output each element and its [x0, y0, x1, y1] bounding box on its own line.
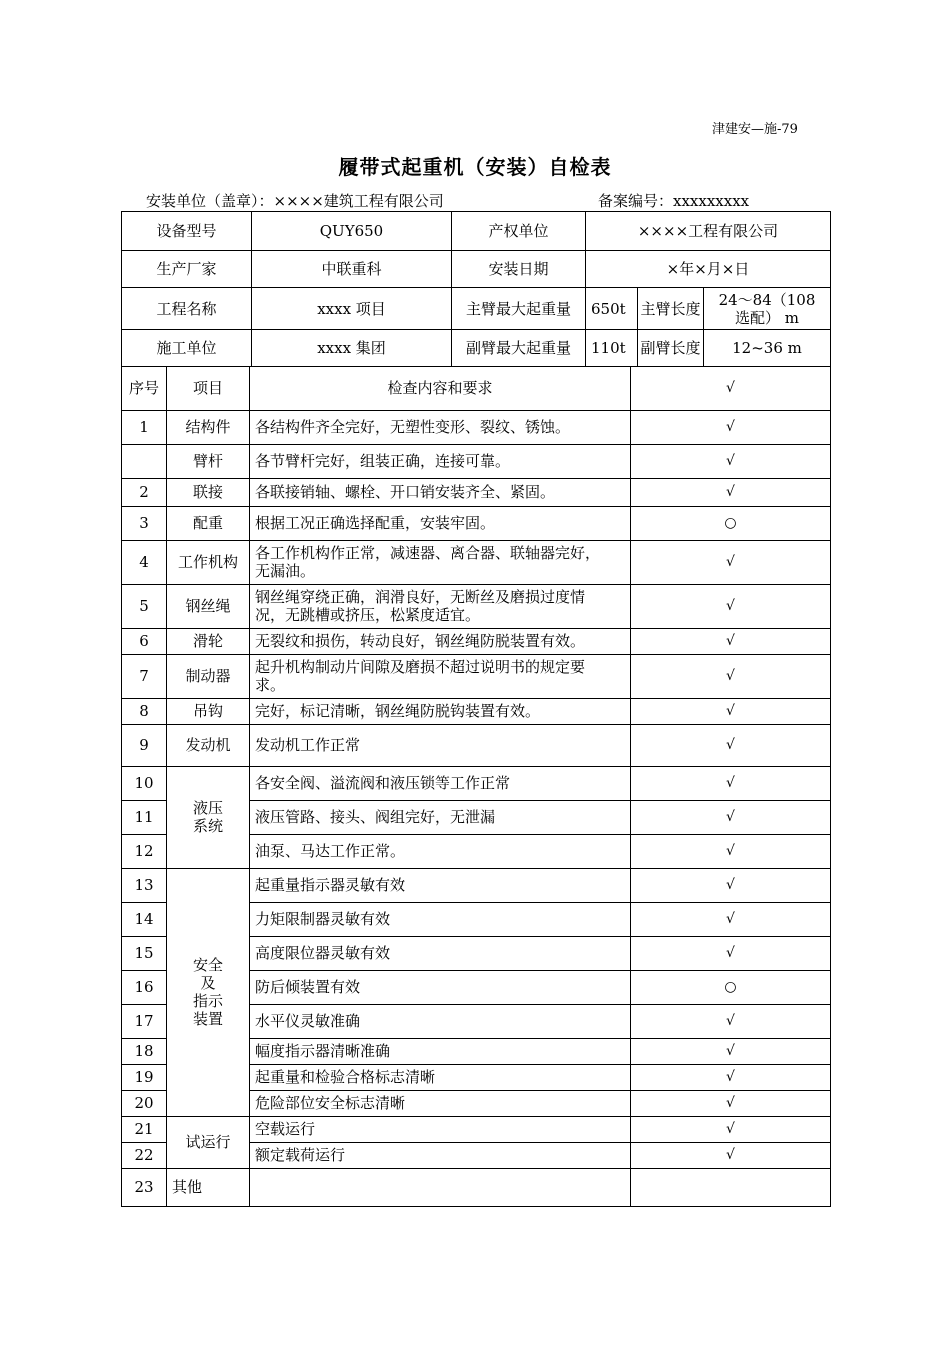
table-row — [122, 584, 831, 628]
row-result: √ — [631, 936, 831, 970]
row-content: 水平仪灵敏准确 — [250, 1004, 631, 1038]
row-content-line-1: 起升机构制动片间隙及磨损不超过说明书的规定要 — [255, 658, 586, 676]
row-content: 根据工况正确选择配重，安装牢固。 — [250, 506, 631, 540]
row-content: 防后倾装置有效 — [250, 970, 631, 1004]
group-safety-line-3: 指示 — [192, 992, 223, 1010]
filing-number: 备案编号：xxxxxxxxx — [598, 192, 750, 210]
row-result: √ — [631, 410, 831, 444]
table-row — [122, 444, 831, 478]
row-item: 配重 — [167, 506, 250, 540]
row-content: 高度限位器灵敏有效 — [250, 936, 631, 970]
group-hydraulic-line-1: 液压 — [192, 799, 223, 817]
row-result: ○ — [631, 506, 831, 540]
inspection-checklist-table — [121, 366, 831, 1207]
row-content-line-2: 求。 — [255, 676, 286, 694]
install-date-label: 安装日期 — [452, 251, 586, 288]
group-safety — [167, 868, 250, 1116]
row-no: 10 — [122, 766, 167, 800]
row-no: 12 — [122, 834, 167, 868]
row-result: √ — [631, 868, 831, 902]
row-result: √ — [631, 834, 831, 868]
row-content: 完好，标记清晰，钢丝绳防脱钩装置有效。 — [250, 698, 631, 724]
row-content: 各联接销轴、螺栓、开口销安装齐全、紧固。 — [250, 478, 631, 506]
row-no: 16 — [122, 970, 167, 1004]
group-trial-run: 试运行 — [167, 1116, 250, 1168]
project-value: xxxx 项目 — [252, 288, 452, 330]
maker-label: 生产厂家 — [122, 251, 252, 288]
group-hydraulic — [167, 766, 250, 868]
row-content: 发动机工作正常 — [250, 724, 631, 766]
table-row — [122, 478, 831, 506]
aux-max-load-value: 110t — [586, 330, 638, 367]
row-result: √ — [631, 698, 831, 724]
row-result: √ — [631, 654, 831, 698]
row-no: 9 — [122, 724, 167, 766]
table-row — [122, 724, 831, 766]
row-content — [250, 584, 631, 628]
row-no: 1 — [122, 410, 167, 444]
row-no: 4 — [122, 540, 167, 584]
group-safety-line-2: 及 — [200, 974, 216, 992]
row-result: √ — [631, 478, 831, 506]
row-no: 21 — [122, 1116, 167, 1142]
aux-length-label: 副臂长度 — [638, 330, 704, 367]
row-content — [250, 654, 631, 698]
main-length-label: 主臂长度 — [638, 288, 704, 330]
row-item: 发动机 — [167, 724, 250, 766]
row-content — [250, 1168, 631, 1206]
row-no: 8 — [122, 698, 167, 724]
main-max-load-label: 主臂最大起重量 — [452, 288, 586, 330]
project-label: 工程名称 — [122, 288, 252, 330]
maker-value: 中联重科 — [252, 251, 452, 288]
install-date-value: ×年×月×日 — [586, 251, 831, 288]
row-content: 额定载荷运行 — [250, 1142, 631, 1168]
install-unit: 安装单位（盖章）：××××建筑工程有限公司 — [146, 192, 444, 210]
row-result: √ — [631, 1038, 831, 1064]
row-content: 起重量指示器灵敏有效 — [250, 868, 631, 902]
row-item: 钢丝绳 — [167, 584, 250, 628]
row-content-line-1: 各工作机构作正常，减速器、离合器、联轴器完好， — [255, 544, 601, 562]
row-no — [122, 444, 167, 478]
group-hydraulic-line-2: 系统 — [192, 817, 223, 835]
table-row — [122, 506, 831, 540]
main-max-load-value: 650t — [586, 288, 638, 330]
row-result: √ — [631, 540, 831, 584]
main-length-value — [704, 288, 831, 330]
row-result: √ — [631, 800, 831, 834]
table-row — [122, 654, 831, 698]
row-no: 14 — [122, 902, 167, 936]
col-header-no: 序号 — [122, 366, 167, 410]
row-no: 17 — [122, 1004, 167, 1038]
row-content — [250, 540, 631, 584]
table-row — [122, 540, 831, 584]
row-result — [631, 1168, 831, 1206]
row-result: √ — [631, 724, 831, 766]
row-content: 液压管路、接头、阀组完好，无泄漏 — [250, 800, 631, 834]
table-row — [122, 410, 831, 444]
page-title: 履带式起重机（安装）自检表 — [338, 155, 612, 179]
row-no: 3 — [122, 506, 167, 540]
col-header-result: √ — [631, 366, 831, 410]
row-result: √ — [631, 1064, 831, 1090]
row-item: 其他 — [167, 1168, 250, 1206]
constr-unit-label: 施工单位 — [122, 330, 252, 367]
model-label: 设备型号 — [122, 212, 252, 251]
row-item: 吊钩 — [167, 698, 250, 724]
document-number: 津建安—施-79 — [712, 122, 798, 137]
model-value: QUY650 — [252, 212, 452, 251]
row-content: 各结构件齐全完好，无塑性变形、裂纹、锈蚀。 — [250, 410, 631, 444]
row-result: √ — [631, 1116, 831, 1142]
row-content: 空载运行 — [250, 1116, 631, 1142]
row-content: 油泵、马达工作正常。 — [250, 834, 631, 868]
row-no: 7 — [122, 654, 167, 698]
row-content: 无裂纹和损伤，转动良好，钢丝绳防脱装置有效。 — [250, 628, 631, 654]
row-no: 19 — [122, 1064, 167, 1090]
row-no: 22 — [122, 1142, 167, 1168]
aux-max-load-label: 副臂最大起重量 — [452, 330, 586, 367]
table-row — [122, 868, 831, 902]
row-content-line-1: 钢丝绳穿绕正确，润滑良好，无断丝及磨损过度情 — [255, 588, 586, 606]
row-content: 各节臂杆完好，组装正确，连接可靠。 — [250, 444, 631, 478]
row-no: 18 — [122, 1038, 167, 1064]
table-row — [122, 698, 831, 724]
main-length-line-2: 选配） m — [735, 308, 799, 327]
row-result: √ — [631, 444, 831, 478]
row-content: 力矩限制器灵敏有效 — [250, 902, 631, 936]
owner-label: 产权单位 — [452, 212, 586, 251]
group-safety-line-4: 装置 — [192, 1010, 223, 1028]
row-item: 工作机构 — [167, 540, 250, 584]
row-result: √ — [631, 1004, 831, 1038]
row-result: √ — [631, 1142, 831, 1168]
row-no: 2 — [122, 478, 167, 506]
row-no: 6 — [122, 628, 167, 654]
row-no: 23 — [122, 1168, 167, 1206]
row-content: 起重量和检验合格标志清晰 — [250, 1064, 631, 1090]
row-item: 臂杆 — [167, 444, 250, 478]
col-header-content: 检查内容和要求 — [250, 366, 631, 410]
table-row — [122, 1116, 831, 1142]
row-item: 结构件 — [167, 410, 250, 444]
table-row — [122, 1168, 831, 1206]
row-item: 滑轮 — [167, 628, 250, 654]
row-no: 11 — [122, 800, 167, 834]
row-no: 20 — [122, 1090, 167, 1116]
col-header-item: 项目 — [167, 366, 250, 410]
row-result: ○ — [631, 970, 831, 1004]
row-result: √ — [631, 766, 831, 800]
row-item: 联接 — [167, 478, 250, 506]
row-no: 5 — [122, 584, 167, 628]
row-result: √ — [631, 628, 831, 654]
row-content: 各安全阀、溢流阀和液压锁等工作正常 — [250, 766, 631, 800]
constr-unit-value: xxxx 集团 — [252, 330, 452, 367]
aux-length-value: 12~36 m — [704, 330, 831, 367]
row-no: 15 — [122, 936, 167, 970]
row-no: 13 — [122, 868, 167, 902]
checklist-header-row — [122, 366, 831, 410]
equipment-info-table — [121, 211, 831, 367]
row-content: 危险部位安全标志清晰 — [250, 1090, 631, 1116]
owner-value: ××××工程有限公司 — [586, 212, 831, 251]
table-row — [122, 766, 831, 800]
main-length-line-1: 24～84（108 — [718, 290, 816, 309]
row-content: 幅度指示器清晰准确 — [250, 1038, 631, 1064]
row-result: √ — [631, 584, 831, 628]
table-row — [122, 628, 831, 654]
row-result: √ — [631, 1090, 831, 1116]
row-content-line-2: 况，无跳槽或挤压，松紧度适宜。 — [255, 606, 481, 624]
group-safety-line-1: 安全 — [192, 956, 223, 974]
row-result: √ — [631, 902, 831, 936]
row-item: 制动器 — [167, 654, 250, 698]
row-content-line-2: 无漏油。 — [255, 562, 316, 580]
